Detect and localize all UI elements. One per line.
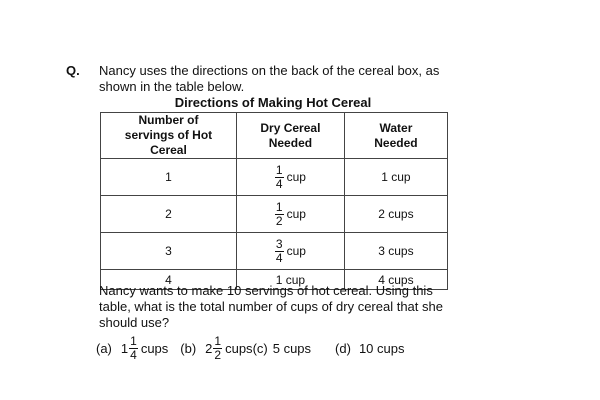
table-row xyxy=(101,159,448,196)
table-header-row xyxy=(101,113,448,159)
water-cell: 2 cups xyxy=(344,196,447,233)
servings-cell: 3 xyxy=(101,233,237,270)
option-c[interactable]: (c) 5 cups xyxy=(252,341,312,356)
dry-cereal-cell: $\frac{3}{4}$ cup xyxy=(236,233,344,270)
header-servings: Number of servings of Hot Cereal xyxy=(101,113,237,159)
question-label: Q. xyxy=(66,63,80,78)
option-a[interactable]: (a) 1 $\frac{1}{4}$ cups xyxy=(96,334,169,362)
table-row xyxy=(101,233,448,270)
answer-options xyxy=(96,335,404,362)
follow-up-question: Nancy wants to make 10 servings of hot cereal. Using this table, what is the total number of cups of dry cereal that she should use? xyxy=(99,283,443,330)
dry-cereal-cell: 1 cup xyxy=(236,270,344,290)
fraction: $\frac{1}{2}$ xyxy=(275,199,283,228)
servings-cell: 2 xyxy=(101,196,237,233)
water-cell: 1 cup xyxy=(344,159,447,196)
dry-cereal-cell: $\frac{1}{4}$ cup xyxy=(236,159,344,196)
question-text: Nancy uses the directions on the back of the cereal box, as shown in the table below. xyxy=(99,63,440,94)
header-dry-cereal: Dry Cereal Needed xyxy=(236,113,344,159)
table-row xyxy=(101,196,448,233)
option-b[interactable]: (b) 2 $\frac{1}{2}$ cups xyxy=(180,334,253,362)
directions-table xyxy=(100,112,448,290)
fraction: $\frac{1}{4}$ xyxy=(130,334,137,362)
dry-cereal-cell: $\frac{1}{2}$ cup xyxy=(236,196,344,233)
water-cell: 4 cups xyxy=(344,270,447,290)
fraction: $\frac{1}{4}$ xyxy=(275,162,283,191)
water-cell: 3 cups xyxy=(344,233,447,270)
option-d[interactable]: (d) 10 cups xyxy=(335,341,405,356)
fraction: $\frac{1}{2}$ xyxy=(214,334,222,362)
servings-cell: 1 xyxy=(101,159,237,196)
header-water: Water Needed xyxy=(344,113,447,159)
fraction: $\frac{3}{4}$ xyxy=(275,236,283,265)
servings-cell: 4 xyxy=(101,270,237,290)
table-title: Directions of Making Hot Cereal xyxy=(174,95,372,110)
